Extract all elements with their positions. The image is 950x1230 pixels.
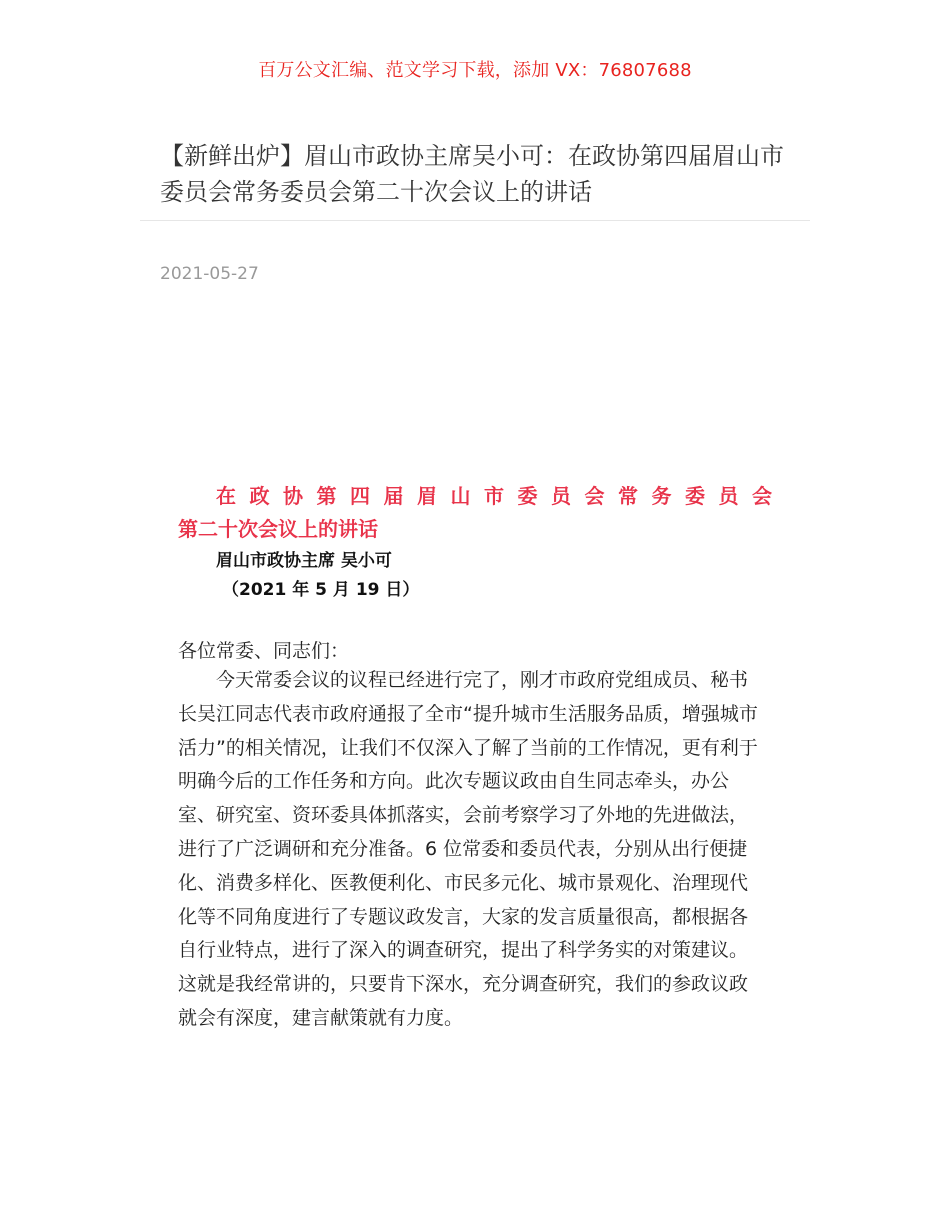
speech-title-line-1: 在政协第四届眉山市委员会常务委员会 (216, 484, 772, 508)
speech-title (178, 480, 772, 546)
title-divider (140, 220, 810, 221)
speech-date: （2021 年 5 月 19 日） (222, 580, 420, 600)
greeting: 各位常委、同志们： (178, 640, 350, 662)
article-title: 【新鲜出炉】眉山市政协主席吴小可：在政协第四届眉山市委员会常务委员会第二十次会议上的讲话 (160, 142, 784, 206)
speaker-name: 眉山市政协主席 吴小可 (216, 551, 392, 571)
download-banner: 百万公文汇编、范文学习下载，添加 VX：76807688 (258, 60, 692, 81)
body-paragraph: 今天常委会议的议程已经进行完了，刚才市政府党组成员、秘书长吴江同志代表市政府通报了全市“提升城市生活服务品质，增强城市活力”的相关情况，让我们不仅深入了解了当前的工作情况，更有利于明确今后的工作任务和方向。此次专题议政由自生同志牵头，办公室、研究室、资环委具体抓落实，会前考察学习了外地的先进做法，进行了广泛调研和充分准备。6 位常委和委员代表，分别从出行便捷化、消费多样化、医教便利化、市民多元化、城市景观化、治理现代化等不同角度进行了专题议政发言，大家的发言质量很高，都根据各自行业特点，进行了深入的调查研究，提出了科学务实的对策建议。这就是我经常讲的，只要肯下深水，充分调查研究，我们的参政议政就会有深度，建言献策就有力度。 (178, 669, 758, 1029)
publish-date: 2021-05-27 (160, 264, 259, 284)
speech-title-line-2: 第二十次会议上的讲话 (178, 517, 378, 541)
